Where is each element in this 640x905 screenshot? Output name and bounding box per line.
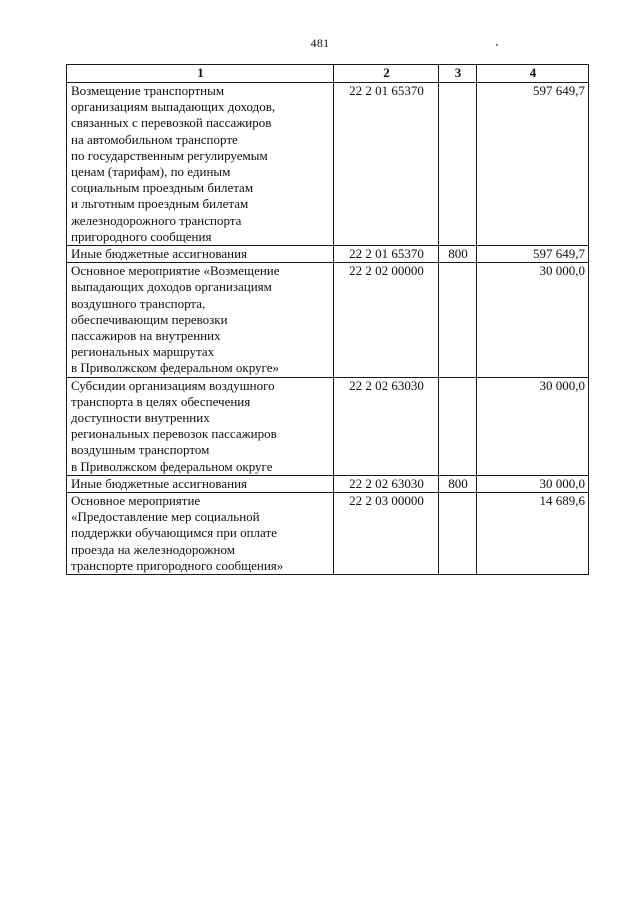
header-col-1: 1 xyxy=(67,65,334,83)
row-name-line: железнодорожного транспорта xyxy=(71,212,242,228)
row-name-line: Возмещение транспортным xyxy=(71,83,225,98)
row-amount: 14 689,6 xyxy=(477,493,589,575)
row-name-line: Иные бюджетные ассигнования xyxy=(71,246,248,262)
row-amount: 30 000,0 xyxy=(477,475,589,492)
row-name xyxy=(67,246,334,263)
row-name xyxy=(67,263,334,377)
row-name-line: региональных перевозок пассажиров xyxy=(71,426,277,442)
scan-speck xyxy=(496,44,498,46)
row-name-line: поддержки обучающимся при оплате xyxy=(71,525,277,541)
row-name-line: по государственным регулируемым xyxy=(71,147,268,163)
row-name-line: выпадающих доходов организациям xyxy=(71,279,272,295)
row-name-line: транспорта в целях обеспечения xyxy=(71,393,251,409)
row-name xyxy=(67,475,334,492)
row-name-line: региональных маршрутах xyxy=(71,344,215,360)
row-code: 22 2 03 00000 xyxy=(334,493,439,575)
table-row xyxy=(67,246,589,263)
row-name-line: на автомобильном транспорте xyxy=(71,131,238,147)
row-name xyxy=(67,83,334,246)
row-amount: 597 649,7 xyxy=(477,83,589,246)
row-name-line: обеспечивающим перевозки xyxy=(71,311,228,327)
table-row xyxy=(67,475,589,492)
row-name-line: связанных с перевозкой пассажиров xyxy=(71,115,272,131)
row-name-line: воздушного транспорта, xyxy=(71,295,206,311)
row-name-line: пригородного сообщения xyxy=(71,228,212,244)
header-col-2: 2 xyxy=(334,65,439,83)
row-name-line: в Приволжском федеральном округе» xyxy=(71,360,279,376)
row-name xyxy=(67,493,334,575)
row-code: 22 2 02 00000 xyxy=(334,263,439,377)
row-amount: 597 649,7 xyxy=(477,246,589,263)
table-body xyxy=(67,83,589,575)
row-code: 22 2 02 63030 xyxy=(334,377,439,475)
row-amount: 30 000,0 xyxy=(477,263,589,377)
row-name-line: транспорте пригородного сообщения» xyxy=(71,557,284,573)
row-name-line: Основное мероприятие xyxy=(71,493,201,509)
row-expense-type xyxy=(439,83,477,246)
row-name-line: пассажиров на внутренних xyxy=(71,328,221,344)
row-name-line: в Приволжском федеральном округе xyxy=(71,458,273,474)
row-code: 22 2 01 65370 xyxy=(334,83,439,246)
row-amount: 30 000,0 xyxy=(477,377,589,475)
row-name-line: Иные бюджетные ассигнования xyxy=(71,475,248,491)
row-expense-type xyxy=(439,263,477,377)
row-name-line: «Предоставление мер социальной xyxy=(71,509,260,525)
row-name-line: и льготным проездным билетам xyxy=(71,196,249,212)
row-expense-type: 800 xyxy=(439,475,477,492)
page-number: 481 xyxy=(310,36,330,50)
row-name-line: воздушным транспортом xyxy=(71,442,210,458)
row-name-line: социальным проездным билетам xyxy=(71,180,254,196)
row-code: 22 2 01 65370 xyxy=(334,246,439,263)
row-name-line: организациям выпадающих доходов, xyxy=(71,99,276,115)
row-expense-type: 800 xyxy=(439,246,477,263)
row-name-line: проезда на железнодорожном xyxy=(71,541,235,557)
row-name-line: доступности внутренних xyxy=(71,410,210,426)
row-name-line: ценам (тарифам), по единым xyxy=(71,164,231,180)
table-row xyxy=(67,377,589,475)
table-row xyxy=(67,83,589,246)
budget-table xyxy=(66,64,589,575)
row-expense-type xyxy=(439,377,477,475)
row-expense-type xyxy=(439,493,477,575)
row-name-line: Субсидии организациям воздушного xyxy=(71,377,275,393)
header-col-3: 3 xyxy=(439,65,477,83)
row-name xyxy=(67,377,334,475)
table-header-row xyxy=(67,65,589,83)
row-name-line: Основное мероприятие «Возмещение xyxy=(71,263,280,279)
header-col-4: 4 xyxy=(477,65,589,83)
table-row xyxy=(67,263,589,377)
row-code: 22 2 02 63030 xyxy=(334,475,439,492)
table-row xyxy=(67,493,589,575)
